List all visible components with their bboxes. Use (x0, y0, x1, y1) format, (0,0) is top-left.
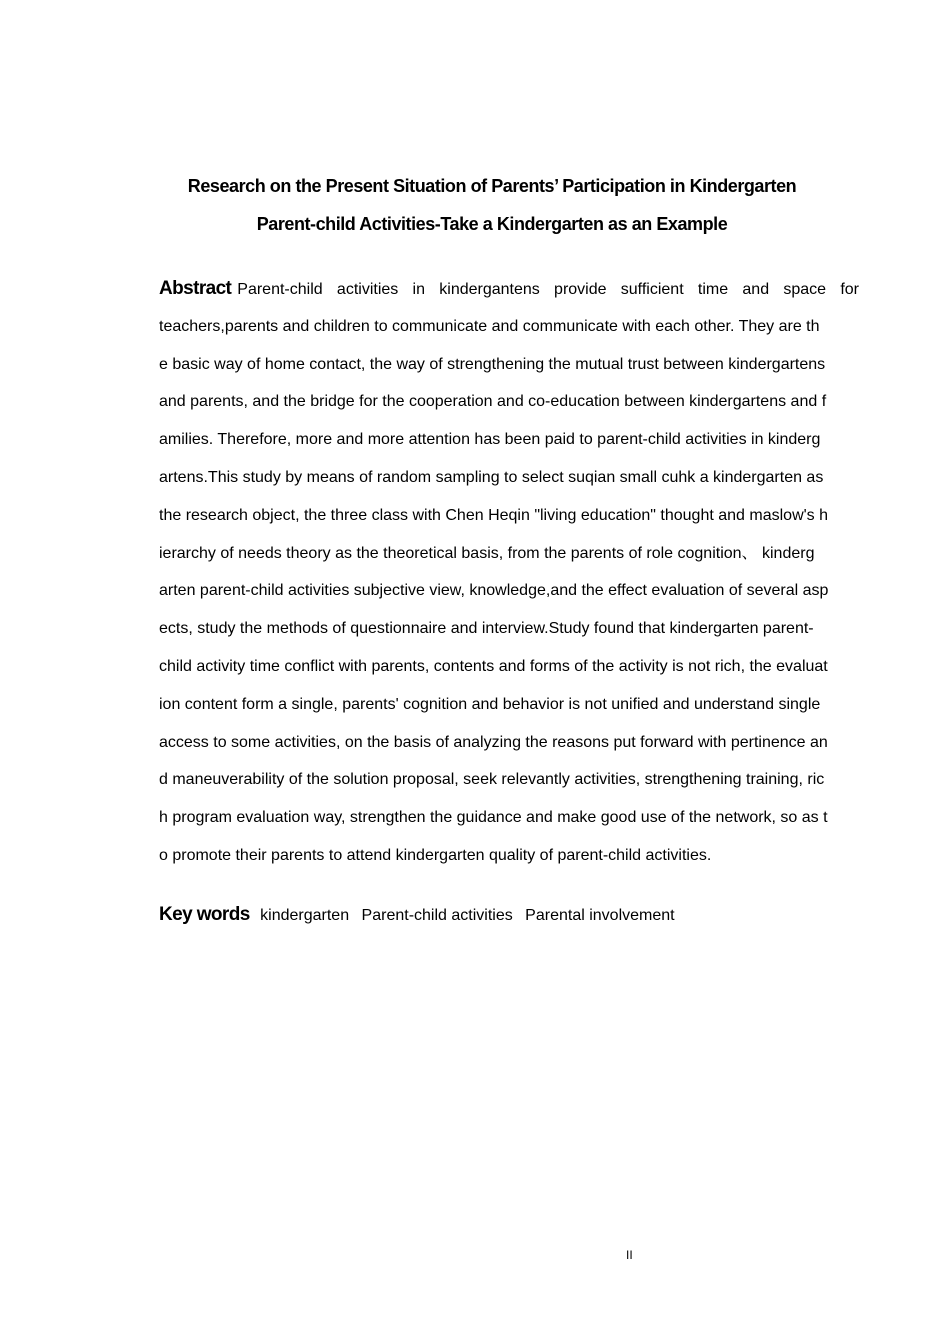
abstract-text-line: access to some activities, on the basis of analyzing the reasons put forward with pertinence an (159, 733, 828, 751)
abstract-text-line: artens.This study by means of random sampling to select suqian small cuhk a kindergarten as (159, 468, 824, 486)
abstract-text-line: teachers,parents and children to communicate and communicate with each other. They are th (159, 317, 820, 335)
abstract-text-line: Parent-child activities in kindergantens provide sufficient time and space for (237, 281, 859, 298)
keyword-item: kindergarten (260, 907, 350, 924)
abstract-section (159, 270, 859, 875)
abstract-text-line: d maneuverability of the solution proposal, seek relevantly activities, strengthening training, ric (159, 771, 825, 789)
abstract-text-line: the research object, the three class with Chen Heqin "living education" thought and maslow's h (159, 506, 829, 524)
abstract-text-line: e basic way of home contact, the way of strengthening the mutual trust between kindergartens (159, 355, 826, 373)
abstract-text-line: ion content form a single, parents' cognition and behavior is not unified and understand single (159, 695, 821, 713)
abstract-text-line: and parents, and the bridge for the cooperation and co-education between kindergartens and f (159, 393, 827, 411)
title-line-2: Parent-child Activities-Take a Kindergarten as an Example (256, 214, 728, 234)
page-number: II (626, 1248, 633, 1262)
abstract-text-line: ects, study the methods of questionnaire and interview.Study found that kindergarten parent- (159, 620, 814, 638)
abstract-text-line: o promote their parents to attend kindergarten quality of parent-child activities. (159, 846, 712, 864)
keywords-section (159, 898, 859, 932)
abstract-text-line: amilies. Therefore, more and more attention has been paid to parent-child activities in kinderg (159, 431, 821, 449)
abstract-text-line: child activity time conflict with parents, contents and forms of the activity is not rich, the evaluat (159, 657, 828, 675)
abstract-label: Abstract (159, 278, 232, 299)
abstract-text-line: ierarchy of needs theory as the theoretical basis, from the parents of role cognition、 kinderg (159, 544, 815, 562)
title-line-1: Research on the Present Situation of Parents’ Participation in Kindergarten (187, 176, 797, 196)
abstract-line-1 (159, 270, 859, 308)
keyword-item: Parent-child activities (361, 907, 513, 924)
keyword-item: Parental involvement (525, 907, 675, 924)
abstract-text-line: arten parent-child activities subjective view, knowledge,and the effect evaluation of several asp (159, 582, 829, 600)
keywords-label: Key words (159, 904, 250, 925)
abstract-text-line: h program evaluation way, strengthen the guidance and make good use of the network, so as t (159, 809, 828, 827)
